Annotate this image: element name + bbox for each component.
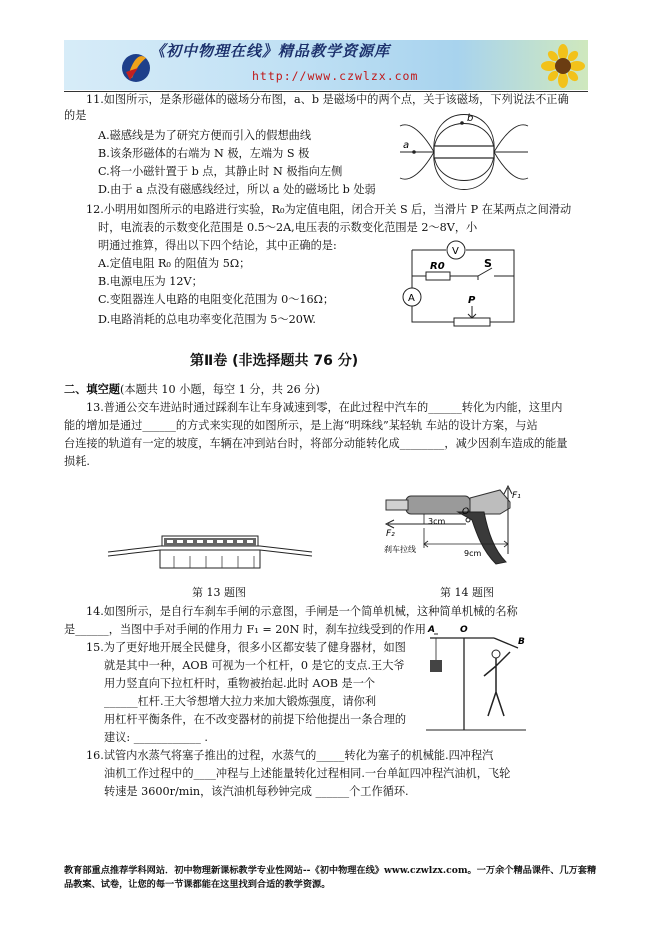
q12-option-c: C.变阻器连人电路的电阻变化范围为 0～16Ω； (98, 293, 335, 306)
page-footer: 教育部重点推荐学科网站．初中物理新课标教学专业性网站--《初中物理在线》www.czwlzx.com。一万余个精品课件、几万套精品教案、试卷，让您的每一节课都能在这里找到合适的教学资源。 (64, 865, 597, 890)
site-url[interactable]: http://www.czwlzx.com (252, 69, 419, 83)
q16-line1: 16.试管内水蒸气将塞子推出的过程，水蒸气的_____转化为塞子的机械能.四冲程汽 (86, 749, 494, 762)
q11-option-d: D.由于 a 点没有磁感线经过，所以 a 处的磁场比 b 处弱 (98, 183, 376, 196)
q14-pivot-label: O (462, 507, 470, 517)
q14-line1: 14.如图所示，是自行车刹车手闸的示意图，手闸是一个简单机械，这种简单机械的名称 (86, 605, 518, 618)
q15-label-a: A (428, 625, 435, 635)
q15-line6: 建议: ____________ . (104, 731, 208, 744)
q12-slider-label: P (468, 295, 476, 306)
q14-f2-label: F₂ (386, 529, 395, 539)
q11-option-c: C.将一小磁针置于 b 点，其静止时 N 极指向左侧 (98, 165, 343, 178)
q11-label-b: b (467, 113, 474, 124)
q12-stem-line1: 12.小明用如图所示的电路进行实验，R₀为定值电阻，闭合开关 S 后，当滑片 P 在某两点之间滑动 (86, 203, 572, 216)
q14-brake-lever-figure (384, 484, 528, 576)
q11-stem-line1: 11.如图所示，是条形磁体的磁场分布图，a、b 是磁场中的两个点，关于该磁场，下列说法不正确 (86, 93, 569, 106)
q12-voltmeter-label: V (452, 246, 459, 257)
fig13-caption: 第 13 题图 (192, 586, 246, 599)
q11-option-b: B.该条形磁体的右端为 N 极，左端为 S 极 (98, 147, 310, 160)
part2-title: 第Ⅱ卷 (非选择题共 76 分) (190, 353, 359, 369)
site-logo-icon (118, 46, 154, 86)
q15-label-o: O (460, 625, 468, 635)
q12-stem-line2: 时，电流表的示数变化范围是 0.5～2A,电压表的示数变化范围是 2～8V，小 (98, 221, 478, 234)
q14-distance2-label: 9cm (464, 549, 482, 558)
q13-line3: 台连接的轨道有一定的坡度，车辆在冲到站台时，将部分动能转化成________，减少因刹车造成的能量 (64, 437, 568, 450)
q14-cable-label: 刹车拉线 (384, 545, 416, 554)
q16-line2: 油机工作过程中的____冲程与上述能量转化过程相同.一台单缸四冲程汽油机，飞轮 (104, 767, 511, 780)
q12-circuit-figure (398, 236, 530, 328)
q12-option-a: A.定值电阻 R₀ 的阻值为 5Ω； (98, 257, 251, 270)
q11-option-a: A.磁感线是为了研究方便而引入的假想曲线 (98, 129, 312, 142)
q16-line3: 转速是 3600r/min，该汽油机每秒钟完成 ______个工作循环. (104, 785, 409, 798)
q15-line1: 15.为了更好地开展全民健身，很多小区都安装了健身器材，如图 (86, 641, 406, 654)
q15-line3: 用力竖直向下拉杠杆时，重物被抬起.此时 AOB 是一个 (104, 677, 376, 690)
q13-line1: 13.普通公交车进站时通过踩刹车让车身减速到零，在此过程中汽车的______转化为内能，这里内 (86, 401, 563, 414)
q12-r0-label: R0 (430, 261, 445, 272)
q12-stem-line3: 明通过推算，得出以下四个结论，其中正确的是: (98, 239, 337, 252)
section2-detail: (本题共 10 小题，每空 1 分，共 26 分) (119, 383, 320, 396)
q11-label-a: a (403, 140, 410, 151)
q14-distance1-label: 3cm (428, 517, 446, 526)
q13-line4: 损耗. (64, 455, 90, 468)
section2-heading: 二、填空题 (64, 382, 120, 396)
fig14-caption: 第 14 题图 (440, 586, 494, 599)
q14-f1-label: F₁ (512, 491, 521, 501)
q15-line2: 就是其中一种，AOB 可视为一个杠杆，0 是它的支点.王大爷 (104, 659, 405, 672)
q11-stem-line2: 的是 (64, 109, 87, 122)
q15-label-b: B (518, 637, 525, 647)
q12-switch-label: S (484, 257, 492, 270)
q11-magnet-field-figure (398, 108, 530, 196)
site-title: 《初中物理在线》精品教学资源库 (150, 42, 391, 60)
q13-station-figure (104, 516, 316, 574)
q14-line2: 是______，当图中手对手闸的作用力 F₁ = 20N 时，刹车拉线受到的作用 (64, 623, 426, 636)
q15-fitness-lever-figure (426, 622, 530, 732)
q12-option-d: D.电路消耗的总电功率变化范围为 5～20W. (98, 313, 316, 326)
q15-line4: ______杠杆.王大爷想增大拉力来加大锻炼强度，请你利 (104, 695, 377, 708)
sunflower-icon (540, 44, 586, 88)
q15-line5: 用杠杆平衡条件，在不改变器材的前提下给他提出一条合理的 (104, 713, 407, 726)
q13-line2: 能的增加是通过______的方式来实现的如图所示，是上海“明珠线”某轻轨 车站的设计方案，与站 (64, 419, 538, 432)
q12-option-b: B.电源电压为 12V； (98, 275, 203, 288)
section2-header (64, 382, 320, 397)
q12-ammeter-label: A (408, 293, 415, 304)
